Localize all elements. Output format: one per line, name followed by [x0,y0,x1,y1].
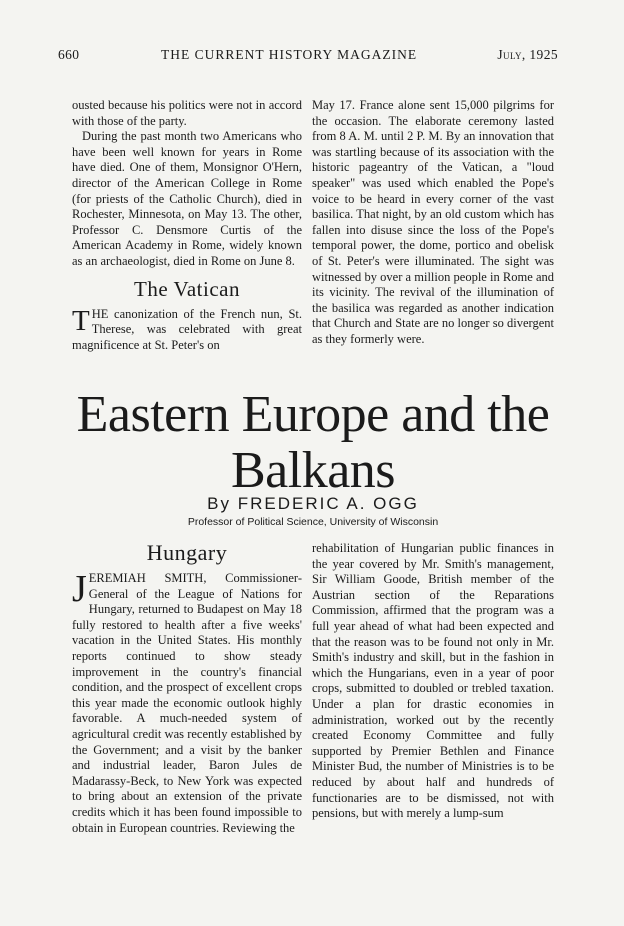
article-title [72,387,554,499]
author-affiliation: Professor of Political Science, University of Wisconsin [187,516,439,528]
drop-cap: J [72,568,87,610]
drop-cap: T [72,304,90,337]
running-header [58,47,558,65]
paragraph-text: EREMIAH SMITH, Commissioner-General of the League of Nations for Hungary, returned to Budapest on May 18 fully restored to health after a five weeks' vacation in the United States. His monthly reports continued to show steady improvement in the country's financial condition, and the prospect of excellent crops this year made the economic outlook highly favorable. A much-needed system of agricultural credit was recently established by the Government; and a visit by the banker and industrial leader, Baron Jules de Madarassy-Beck, to New York was expected to bring about an extension of the private credits which it has been found impossible to obtain in European countries. Reviewing the [72,571,302,835]
paragraph: May 17. France alone sent 15,000 pilgrims for the occasion. The elaborate ceremony lasted from 8 A. M. until 2 P. M. By an innovation that was startling because of its association with the historic pageantry of the Vatican, a "loud speaker" was used which enabled the Pope's voice to be heard in every corner of the vast basilica. That night, by an old custom which has fallen into disuse since the loss of the Pope's temporal power, the dome, portico and obelisk of St. Peter's were illuminated. The sight was witnessed by over a million people in Rome and its vicinity. The revival of the illumination of the basilica was regarded as another indication that Church and State are no longer so divergent as they formerly were. [312,98,554,346]
paragraph: rehabilitation of Hungarian public finances in the year covered by Mr. Smith's management, Sir William Goode, British member of the Austrian section of the Reparations Commission, affirmed that the program was a full year ahead of what had been expected and that the reason was to be found not only in Mr. Smith's industry and skill, but in the fashion in which the Hungarians, even in a year of poor crops, submitted to doubled or trebled taxation. Under a plan for drastic economies in administration, worked out by the recently created Economy Committee and fully supported by Premier Bethlen and Finance Minister Bud, the number of Ministries is to be reduced by about half and hundreds of functionaries are to be dismissed, not with pensions, but with merely a lump-sum [312,541,554,821]
paragraph-text: HE canonization of the French nun, St. Therese, was celebrated with great magnificence at St. Peter's on [72,306,302,352]
issue-date: July, 1925 [497,47,558,62]
paragraph-with-dropcap [72,568,302,836]
section-heading-vatican: The Vatican [134,276,240,301]
bottom-left-column [72,541,302,836]
top-left-column [72,98,302,353]
paragraph: ousted because his politics were not in accord with those of the party. [72,98,302,128]
title-line: Balkans [230,442,396,499]
title-line: Eastern Europe and the [76,386,550,443]
paragraph: During the past month two Americans who have been well known for years in Rome have died. One of them, Monsignor O'Hern, director of the American College in Rome (for priests of the Catholic Church), died in Rochester, Minnesota, on May 13. The other, Professor C. Densmore Curtis of the American Academy in Rome, widely known as an archaeologist, died in Rome on June 8. [72,129,302,268]
section-heading-hungary: Hungary [146,540,228,565]
magazine-title: THE CURRENT HISTORY MAGAZINE [161,47,418,62]
page-number: 660 [58,47,80,62]
top-right-column [312,98,554,348]
bottom-right-column [312,541,554,822]
byline: By FREDERIC A. OGG [207,494,419,513]
paragraph-with-dropcap [72,304,302,354]
